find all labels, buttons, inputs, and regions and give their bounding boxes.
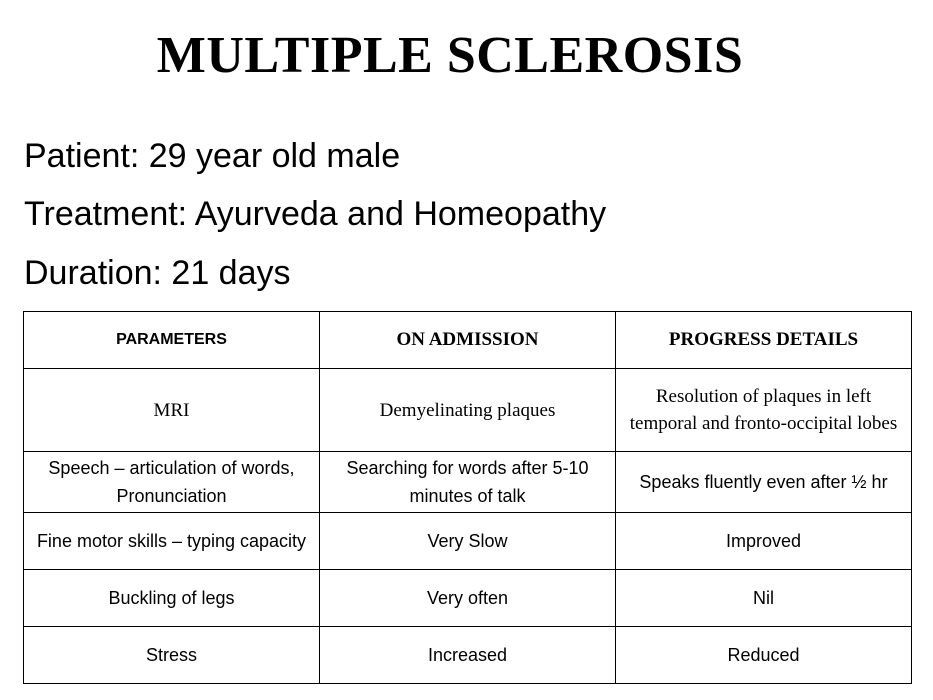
- duration-line: Duration: 21 days: [24, 254, 291, 292]
- treatment-line: Treatment: Ayurveda and Homeopathy: [24, 195, 607, 233]
- slide-title: MULTIPLE SCLEROSIS: [156, 27, 744, 84]
- cell-progress: Reduced: [616, 627, 912, 684]
- table-row: [24, 570, 912, 627]
- header-progress-details: PROGRESS DETAILS: [616, 312, 912, 369]
- table-row: [24, 452, 912, 513]
- progress-table: [23, 311, 912, 684]
- patient-line: Patient: 29 year old male: [24, 137, 401, 175]
- cell-admission: Increased: [320, 627, 616, 684]
- cell-progress: Nil: [616, 570, 912, 627]
- cell-progress: Resolution of plaques in left temporal and fronto-occipital lobes: [616, 369, 912, 452]
- cell-admission: Searching for words after 5-10 minutes of talk: [320, 452, 616, 513]
- cell-progress: Improved: [616, 513, 912, 570]
- cell-parameter: Stress: [24, 627, 320, 684]
- table-row: [24, 627, 912, 684]
- header-on-admission: ON ADMISSION: [320, 312, 616, 369]
- cell-admission: Very Slow: [320, 513, 616, 570]
- cell-parameter: Buckling of legs: [24, 570, 320, 627]
- cell-admission: Demyelinating plaques: [320, 369, 616, 452]
- cell-parameter: Fine motor skills – typing capacity: [24, 513, 320, 570]
- table-row: [24, 513, 912, 570]
- cell-parameter: Speech – articulation of words, Pronunciation: [24, 452, 320, 513]
- table-row: [24, 369, 912, 452]
- cell-progress: Speaks fluently even after ½ hr: [616, 452, 912, 513]
- table-header-row: [24, 312, 912, 369]
- cell-admission: Very often: [320, 570, 616, 627]
- header-parameters: PARAMETERS: [24, 312, 320, 369]
- cell-parameter: MRI: [24, 369, 320, 452]
